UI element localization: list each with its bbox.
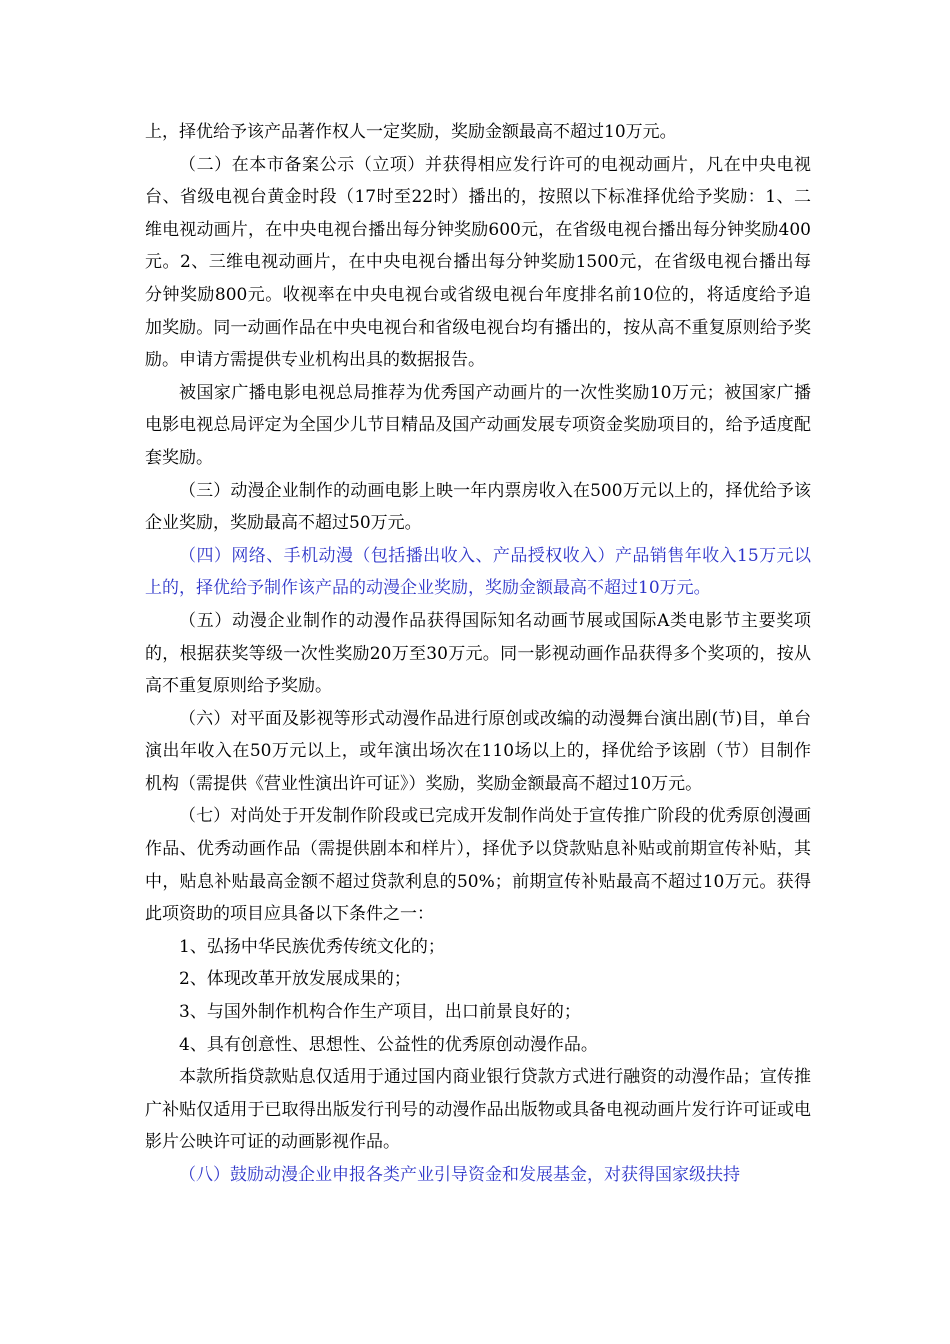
paragraph-loan-note: 本款所指贷款贴息仅适用于通过国内商业银行贷款方式进行融资的动漫作品；宣传推广补贴仅适用于已取得出版发行刊号的动漫作品出版物或具备电视动画片发行许可证或电影片公映许可证的动画影视作品。 bbox=[145, 1067, 811, 1153]
document-body bbox=[145, 116, 811, 1192]
paragraph-item-7: （七）对尚处于开发制作阶段或已完成开发制作尚处于宣传推广阶段的优秀原创漫画作品、优秀动画作品（需提供剧本和样片），择优予以贷款贴息补贴或前期宣传补贴，其中，贴息补贴最高金额不超过贷款利息的50%；前期宣传补贴最高不超过10万元。获得此项资助的项目应具备以下条件之一： bbox=[145, 806, 811, 925]
paragraph-item-8-highlighted: （八）鼓励动漫企业申报各类产业引导资金和发展基金，对获得国家级扶持 bbox=[179, 1165, 740, 1185]
paragraph-item-3: （三）动漫企业制作的动画电影上映一年内票房收入在500万元以上的，择优给予该企业奖励，奖励最高不超过50万元。 bbox=[145, 480, 811, 534]
paragraph-item-2: （二）在本市备案公示（立项）并获得相应发行许可的电视动画片，凡在中央电视台、省级电视台黄金时段（17时至22时）播出的，按照以下标准择优给予奖励：1、二维电视动画片，在中央电视台播出每分钟奖励600元，在省级电视台播出每分钟奖励400元。2、三维电视动画片，在中央电视台播出每分钟奖励1500元，在省级电视台播出每分钟奖励800元。收视率在中央电视台或省级电视台年度排名前10位的，将适度给予追加奖励。同一动画作品在中央电视台和省级电视台均有播出的，按从高不重复原则给予奖励。申请方需提供专业机构出具的数据报告。 bbox=[145, 154, 811, 371]
paragraph-item-6: （六）对平面及影视等形式动漫作品进行原创或改编的动漫舞台演出剧(节)目，单台演出年收入在50万元以上，或年演出场次在110场以上的，择优给予该剧（节）目制作机构（需提供《营业性演出许可证》）奖励，奖励金额最高不超过10万元。 bbox=[145, 708, 811, 794]
condition-item-1: 1、弘扬中华民族优秀传统文化的； bbox=[179, 936, 445, 957]
condition-item-4: 4、具有创意性、思想性、公益性的优秀原创动漫作品。 bbox=[179, 1034, 598, 1055]
paragraph-item-4-highlighted: （四）网络、手机动漫（包括播出收入、产品授权收入）产品销售年收入15万元以上的，择优给予制作该产品的动漫企业奖励，奖励金额最高不超过10万元。 bbox=[145, 545, 811, 599]
paragraph-item-5: （五）动漫企业制作的动漫作品获得国际知名动画节展或国际A类电影节主要奖项的，根据获奖等级一次性奖励20万至30万元。同一影视动画作品获得多个奖项的，按从高不重复原则给予奖励。 bbox=[145, 610, 811, 697]
condition-item-2: 2、体现改革开放发展成果的； bbox=[179, 969, 411, 990]
paragraph-continuation: 上，择优给予该产品著作权人一定奖励，奖励金额最高不超过10万元。 bbox=[145, 122, 677, 142]
condition-item-3: 3、与国外制作机构合作生产项目，出口前景良好的； bbox=[179, 1002, 581, 1023]
paragraph-sarft-award: 被国家广播电影电视总局推荐为优秀国产动画片的一次性奖励10万元；被国家广播电影电视总局评定为全国少儿节目精品及国产动画发展专项资金奖励项目的，给予适度配套奖励。 bbox=[145, 382, 811, 468]
